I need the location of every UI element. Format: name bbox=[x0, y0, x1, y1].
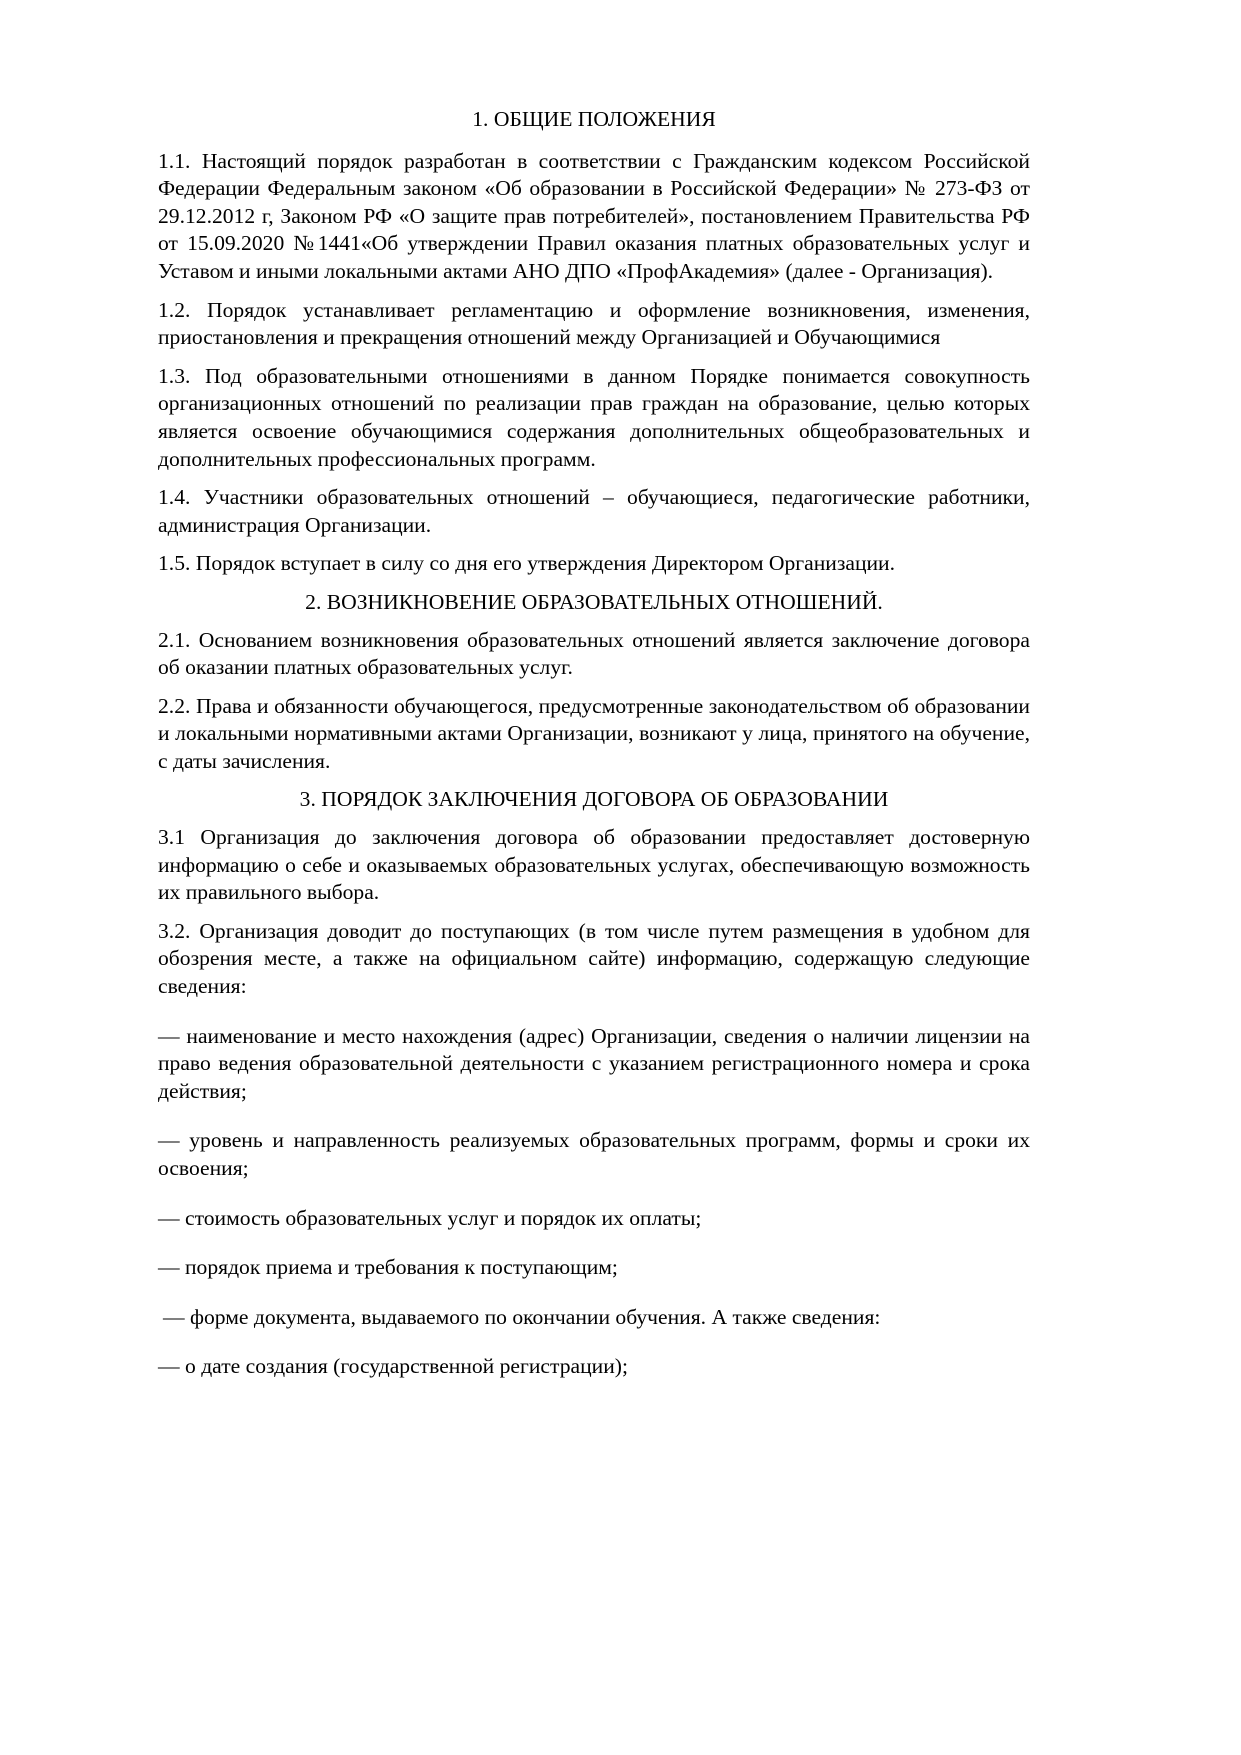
paragraph-1-3: 1.3. Под образовательными отношениями в данном Порядке понимается совокупность организационных отношений по реализации прав граждан на образование, целью которых является освоение обучающимися содержания дополнительных общеобразовательных и дополнительных профессиональных программ. bbox=[158, 363, 1030, 471]
list-item: — порядок приема и требования к поступающим; bbox=[158, 1255, 618, 1280]
list-item: — уровень и направленность реализуемых образовательных программ, формы и сроки их освоения; bbox=[158, 1128, 1030, 1180]
paragraph-1-2: 1.2. Порядок устанавливает регламентацию и оформление возникновения, изменения, приостановления и прекращения отношений между Организацией и Обучающимися bbox=[158, 297, 1030, 350]
section-2-heading: 2. ВОЗНИКНОВЕНИЕ ОБРАЗОВАТЕЛЬНЫХ ОТНОШЕНИЙ. bbox=[305, 589, 883, 614]
section-1-heading: 1. ОБЩИЕ ПОЛОЖЕНИЯ bbox=[472, 107, 716, 131]
paragraph-2-1: 2.1. Основанием возникновения образовательных отношений является заключение договора об оказании платных образовательных услуг. bbox=[158, 627, 1030, 680]
paragraph-1-4: 1.4. Участники образовательных отношений – обучающиеся, педагогические работники, администрация Организации. bbox=[158, 485, 1030, 537]
paragraph-1-5: 1.5. Порядок вступает в силу со дня его утверждения Директором Организации. bbox=[158, 551, 896, 576]
list-item: — наименование и место нахождения (адрес) Организации, сведения о наличии лицензии на право ведения образовательной деятельности с указанием регистрационного номера и срока действия; bbox=[158, 1023, 1030, 1103]
section-3-heading: 3. ПОРЯДОК ЗАКЛЮЧЕНИЯ ДОГОВОРА ОБ ОБРАЗОВАНИИ bbox=[299, 787, 889, 812]
paragraph-3-1: 3.1 Организация до заключения договора об образовании предоставляет достоверную информацию о себе и оказываемых образовательных услугах, обеспечивающую возможность их правильного выбора. bbox=[158, 825, 1030, 905]
list-item: — о дате создания (государственной регистрации); bbox=[158, 1354, 628, 1379]
document-page bbox=[158, 106, 1030, 1403]
list-item: — форме документа, выдаваемого по окончании обучения. А также сведения: bbox=[163, 1304, 881, 1329]
paragraph-2-2: 2.2. Права и обязанности обучающегося, предусмотренные законодательством об образовании и локальными нормативными актами Организации, возникают у лица, принятого на обучение, с даты зачисления. bbox=[158, 693, 1030, 773]
paragraph-1-1: 1.1. Настоящий порядок разработан в соответствии с Гражданским кодексом Российской Федерации Федеральным законом «Об образовании в Российской Федерации» № 273-ФЗ от 29.12.2012 г, Законом РФ «О защите прав потребителей», постановлением Правительства РФ от 15.09.2020 №1441«Об утверждении Правил оказания платных образовательных услуг и Уставом и иными локальными актами АНО ДПО «ПрофАкадемия» (далее - Организация). bbox=[158, 148, 1030, 283]
list-item: — стоимость образовательных услуг и порядок их оплаты; bbox=[158, 1205, 702, 1230]
paragraph-3-2: 3.2. Организация доводит до поступающих (в том числе путем размещения в удобном для обозрения месте, а также на официальном сайте) информацию, содержащую следующие сведения: bbox=[158, 918, 1030, 999]
